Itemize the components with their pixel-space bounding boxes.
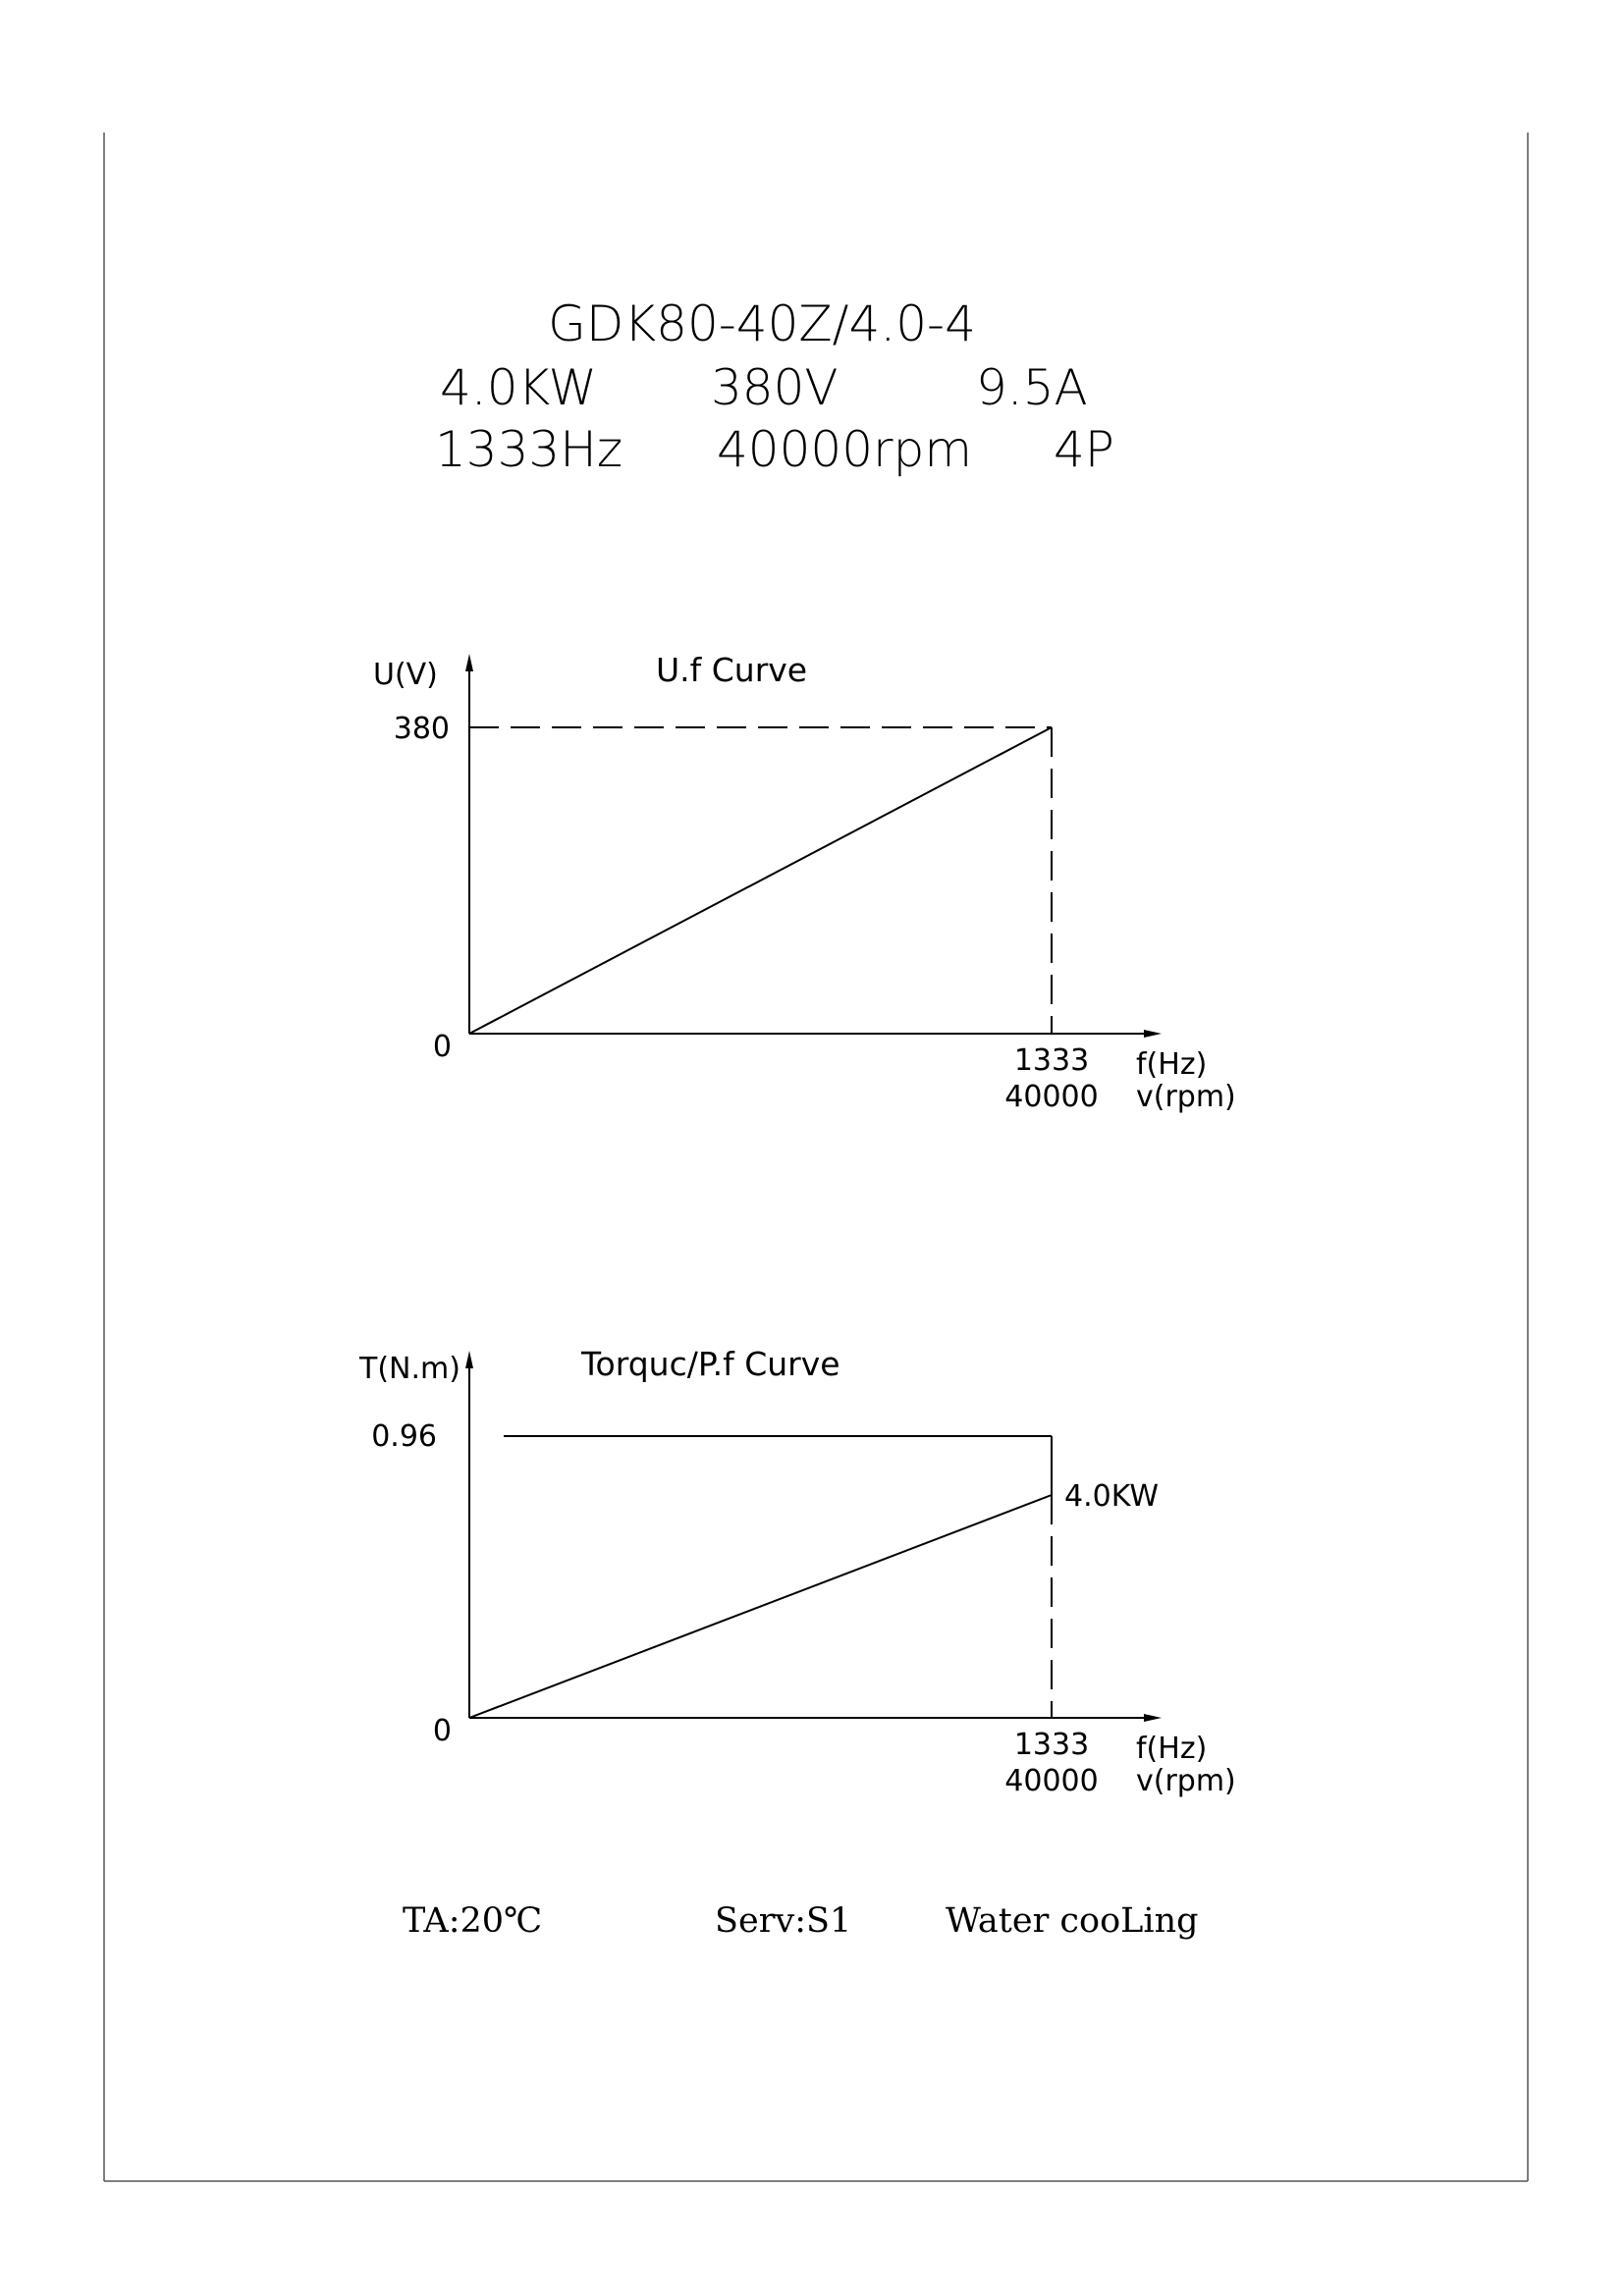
torque-chart-title: Torquc/P.f Curve (581, 1345, 840, 1383)
frequency-rating: 1333Hz (435, 421, 623, 478)
torque-x-arrow (1144, 1714, 1162, 1722)
uf-x-tick-speed: 40000 (1004, 1080, 1099, 1114)
power-rating: 4.0KW (440, 359, 597, 416)
pole-count: 4P (1054, 421, 1114, 478)
footer-notes (403, 1901, 1199, 1941)
uf-y-axis-label: U(V) (373, 658, 438, 692)
uf-origin-label: 0 (432, 1030, 452, 1064)
uf-x-axis-label-speed: v(rpm) (1136, 1080, 1236, 1114)
uf-x-axis-label-freq: f(Hz) (1136, 1047, 1208, 1082)
spec-header (435, 295, 1114, 478)
model-number: GDK80-40Z/4.0-4 (548, 295, 976, 352)
current-rating: 9.5A (976, 359, 1088, 416)
uf-y-tick-380: 380 (393, 712, 450, 746)
ambient-temperature: TA:20℃ (403, 1901, 543, 1941)
uf-x-tick-freq: 1333 (1013, 1043, 1090, 1078)
torque-x-tick-freq: 1333 (1013, 1728, 1090, 1762)
torque-y-axis-label: T(N.m) (359, 1352, 460, 1386)
voltage-rating: 380V (711, 359, 839, 416)
uf-y-arrow (465, 654, 473, 671)
torque-y-tick-096: 0.96 (371, 1419, 437, 1454)
uf-chart-title: U.f Curve (656, 651, 808, 689)
torque-x-axis-label-speed: v(rpm) (1136, 1764, 1236, 1798)
power-curve-line (469, 1495, 1052, 1718)
service-duty: Serv:S1 (715, 1901, 852, 1941)
uf-x-arrow (1144, 1030, 1162, 1038)
torque-x-axis-label-freq: f(Hz) (1136, 1732, 1208, 1766)
cooling-method: Water cooLing (946, 1901, 1199, 1941)
speed-rating: 40000rpm (717, 421, 973, 478)
power-line-label: 4.0KW (1064, 1479, 1159, 1514)
torque-chart (358, 1345, 1236, 1798)
uf-curve-line (469, 727, 1052, 1034)
torque-x-tick-speed: 40000 (1004, 1764, 1099, 1798)
uf-chart (373, 651, 1236, 1114)
torque-origin-label: 0 (432, 1714, 452, 1748)
torque-y-arrow (465, 1351, 473, 1368)
